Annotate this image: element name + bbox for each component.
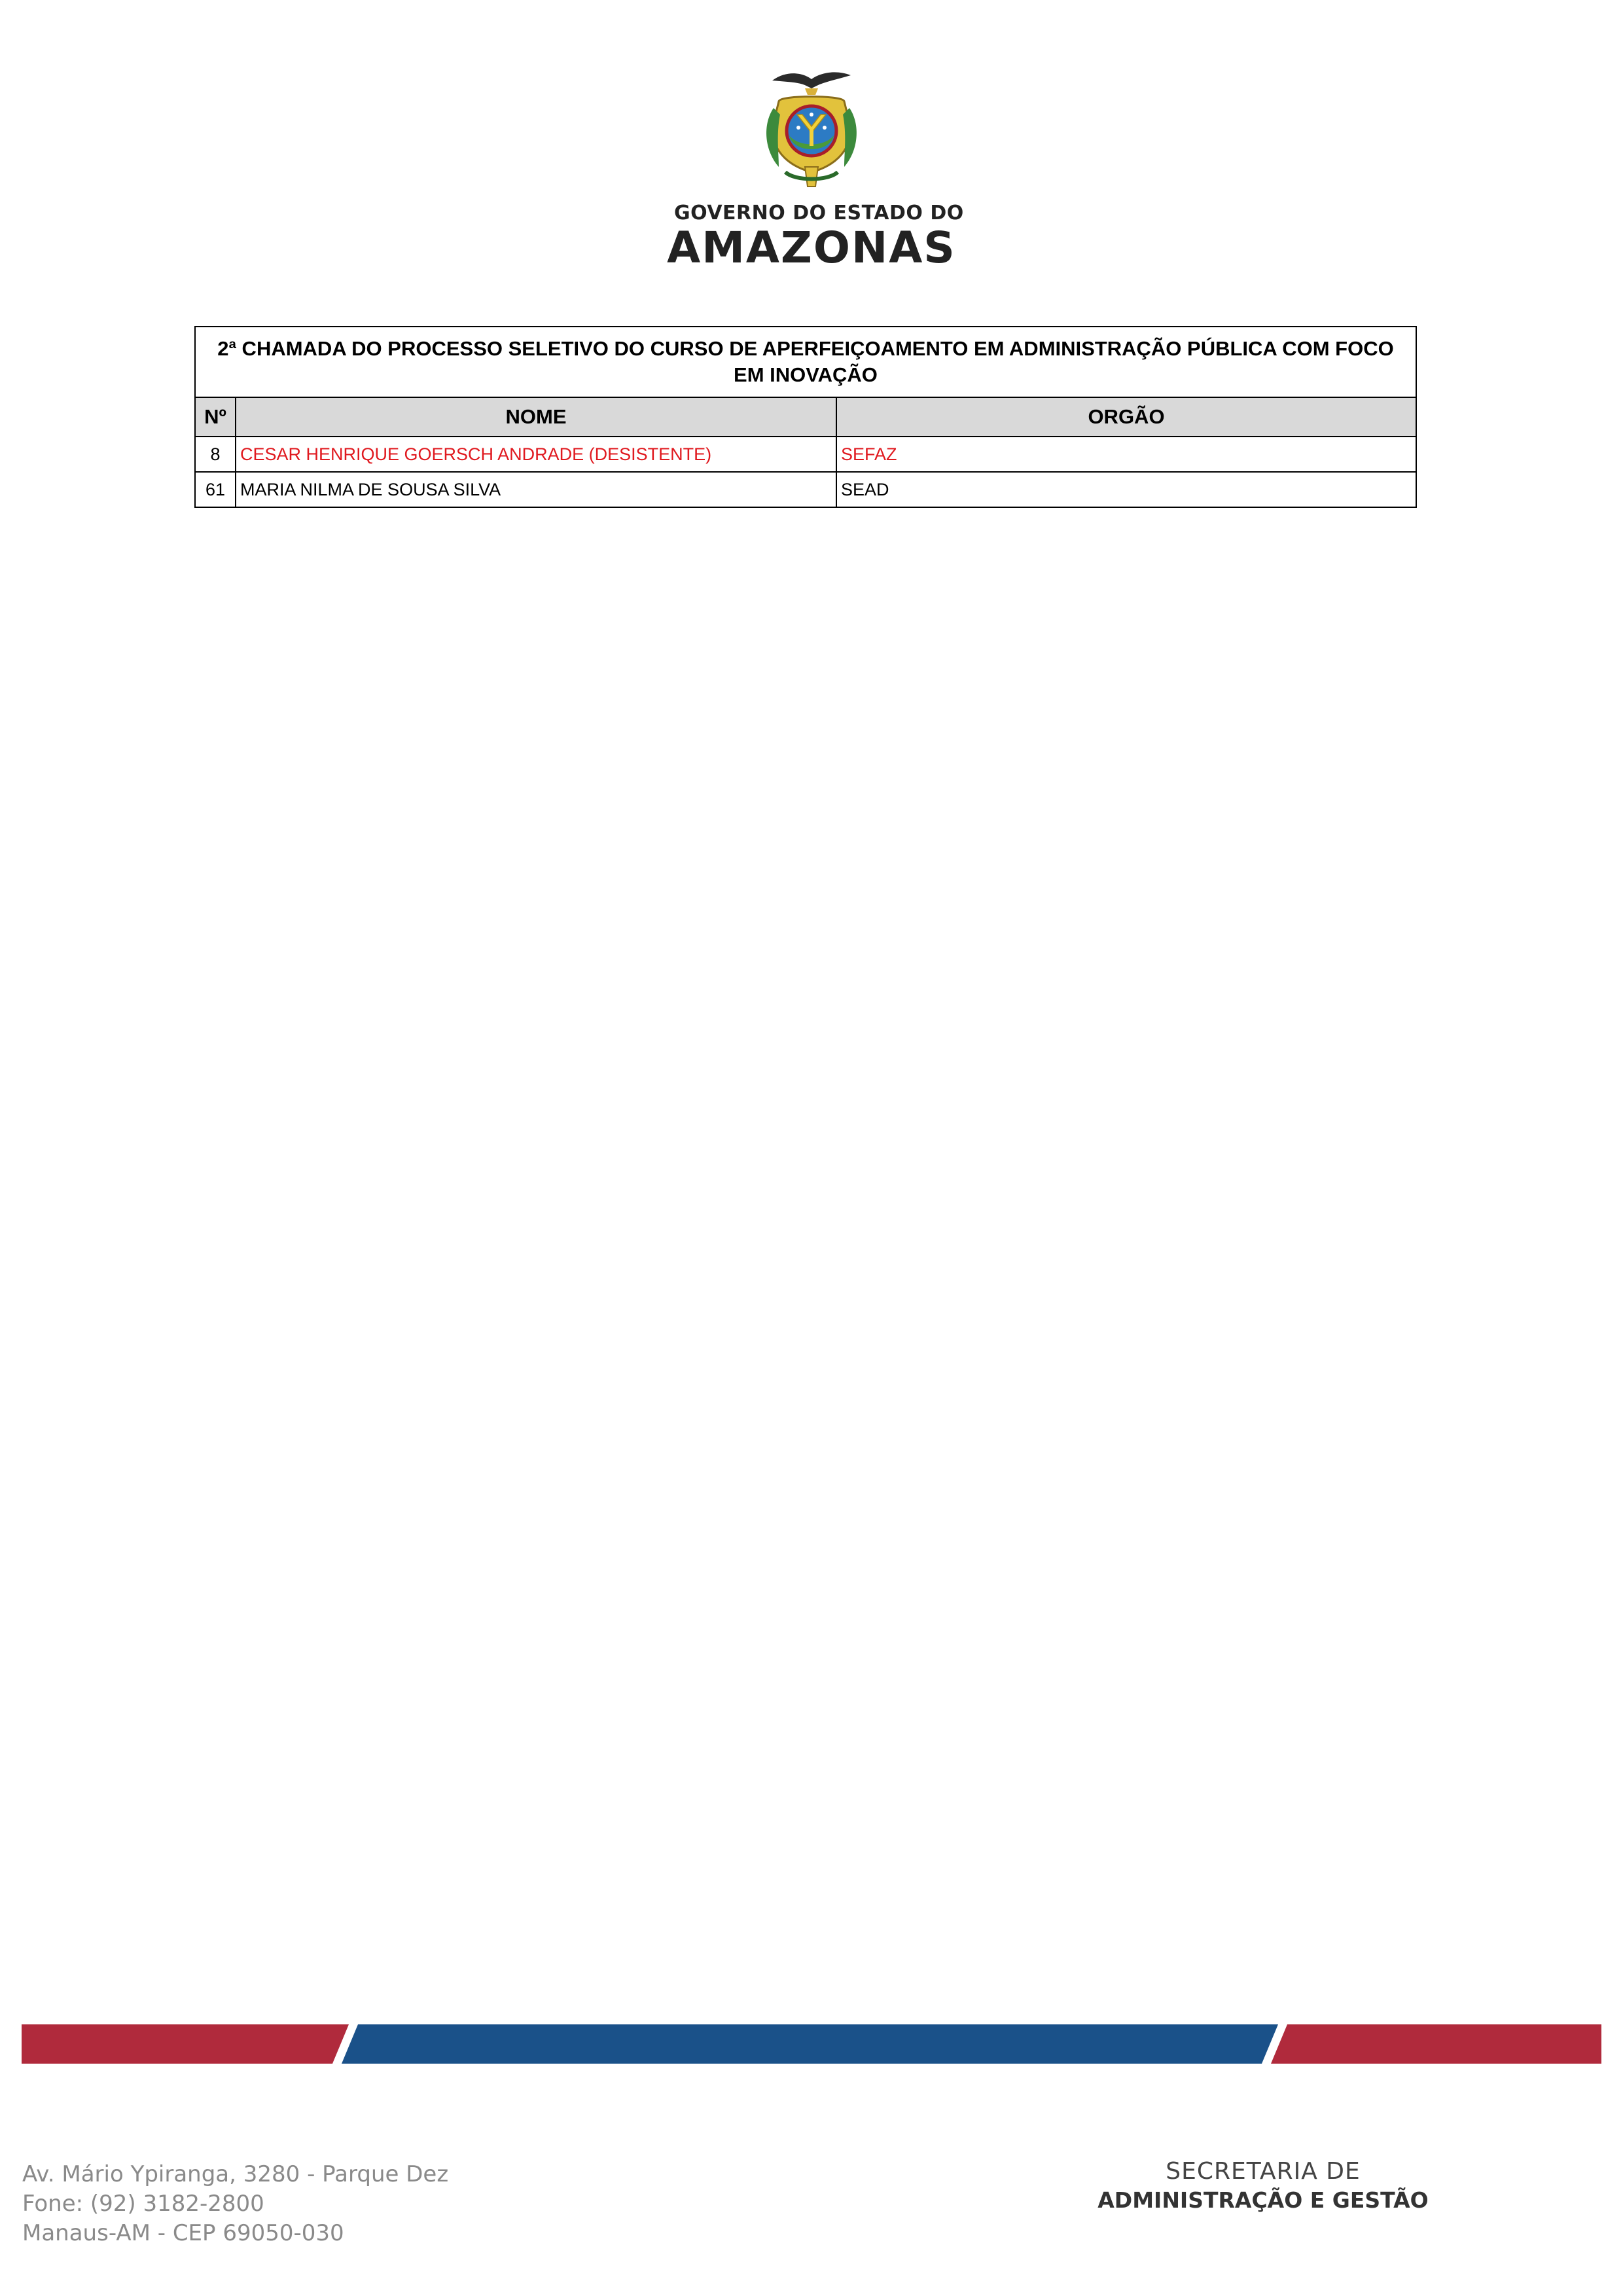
stripe-red-left (22, 2024, 349, 2064)
row-name: MARIA NILMA DE SOUSA SILVA (236, 472, 836, 507)
footer-address (22, 2160, 448, 2248)
table-header-row (195, 397, 1416, 437)
government-line-2: AMAZONAS (667, 223, 956, 273)
table-row (195, 472, 1416, 507)
column-header-num: Nº (195, 397, 236, 437)
amazonas-coat-of-arms-icon (759, 62, 864, 193)
row-num: 61 (195, 472, 236, 507)
address-line-1: Av. Mário Ypiranga, 3280 - Parque Dez (22, 2161, 449, 2187)
government-line-1: GOVERNO DO ESTADO DO (674, 202, 964, 224)
table-row (195, 437, 1416, 472)
row-agency: SEFAZ (836, 437, 1416, 472)
stripe-blue (342, 2024, 1278, 2064)
table-title: 2ª CHAMADA DO PROCESSO SELETIVO DO CURSO DE APERFEIÇOAMENTO EM ADMINISTRAÇÃO PÚBLICA COM FOCO EM INOVAÇÃO (195, 327, 1416, 397)
secretariat-line-2: ADMINISTRAÇÃO E GESTÃO (1097, 2187, 1429, 2213)
row-num: 8 (195, 437, 236, 472)
row-name: CESAR HENRIQUE GOERSCH ANDRADE (DESISTENTE) (236, 437, 836, 472)
column-header-name: NOME (236, 397, 836, 437)
column-header-agency: ORGÃO (836, 397, 1416, 437)
secretariat-line-1: SECRETARIA DE (1166, 2158, 1361, 2185)
table-title-row (195, 327, 1416, 397)
candidate-table (194, 326, 1417, 508)
address-line-2: Fone: (92) 3182-2800 (22, 2191, 264, 2217)
row-agency: SEAD (836, 472, 1416, 507)
stripe-red-right (1271, 2024, 1601, 2064)
address-line-3: Manaus-AM - CEP 69050-030 (22, 2220, 344, 2246)
footer-stripes (0, 2024, 1623, 2064)
